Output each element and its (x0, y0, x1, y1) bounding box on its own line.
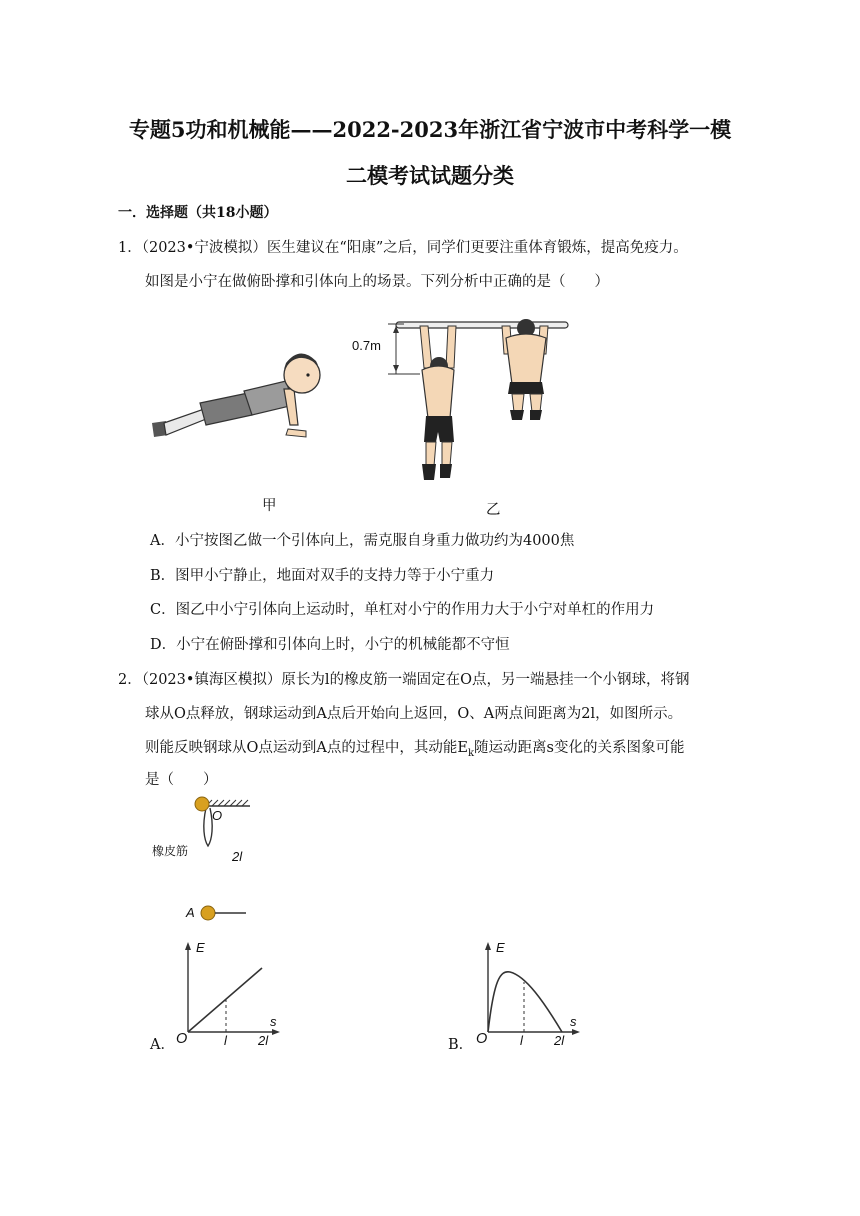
q1-option-d[interactable]: D．小宁在俯卧撑和引体向上时，小宁的机械能都不守恒 (150, 637, 510, 653)
graph-b-curve (488, 972, 562, 1032)
fig-label-yi: 乙 (486, 502, 501, 518)
graph-b-option-label[interactable]: B． (448, 1037, 474, 1053)
pushup-figure (148, 345, 338, 449)
q1-stem-line1: 1．（2023•宁波模拟）医生建议在“阳康”之后，同学们更要注重体育锻炼，提高免疫力。 (118, 240, 688, 256)
graph-b-y-label: E (496, 940, 505, 955)
document-title-line2: 二模考试试题分类 (346, 163, 514, 188)
graph-b-x-label: s (570, 1014, 577, 1029)
document-title-line1: 专题5功和机械能——2022-2023年浙江省宁波市中考科学一模 (128, 117, 732, 142)
section-heading: 一．选择题（共18小题） (118, 205, 278, 221)
fig-label-o: O (212, 808, 223, 823)
graph-a-x-label: s (270, 1014, 277, 1029)
graph-a-y-label: E (196, 940, 205, 955)
q2-stem-line4: 是（ ） (145, 772, 218, 788)
q2-stem-line3-sub: k (467, 747, 475, 759)
graph-b-origin: O (476, 1031, 488, 1047)
graph-a-curve (188, 968, 262, 1032)
q1-stem-line2: 如图是小宁在做俯卧撑和引体向上的场景。下列分析中正确的是（ ） (145, 274, 609, 290)
graph-a-option-label[interactable]: A． (150, 1037, 175, 1053)
graph-a-origin: O (176, 1031, 188, 1047)
graph-a-tick-2l: 2l (258, 1033, 269, 1048)
fig-label-2l: 2l (232, 849, 243, 864)
graph-b-tick-l: l (520, 1033, 523, 1048)
q2-stem-line1: 2．（2023•镇海区模拟）原长为l的橡皮筋一端固定在O点，另一端悬挂一个小钢球，将钢 (118, 672, 690, 688)
pullup-figure (350, 316, 575, 490)
graph-b-tick-2l: 2l (554, 1033, 565, 1048)
fig-label-jia: 甲 (262, 498, 277, 514)
graph-a-tick-l: l (224, 1033, 227, 1048)
q2-stem-line2: 球从O点释放，钢球运动到A点后开始向上返回，O、A两点间距离为2l，如图所示。 (145, 706, 683, 722)
rubber-band-figure (150, 792, 260, 936)
q2-stem-line3-b: 随运动距离s变化的关系图象可能 (474, 740, 685, 756)
q1-option-c[interactable]: C．图乙中小宁引体向上运动时，单杠对小宁的作用力大于小宁对单杠的作用力 (150, 602, 655, 618)
q1-option-a[interactable]: A．小宁按图乙做一个引体向上，需克服自身重力做功约为4000焦 (150, 533, 575, 549)
fig-height-label: 0.7m (352, 338, 381, 353)
q2-stem-line3-a: 则能反映钢球从O点运动到A点的过程中，其动能E (145, 740, 468, 756)
graph-b[interactable] (470, 940, 580, 1044)
q2-stem-line3 (145, 736, 684, 759)
q1-option-b[interactable]: B．图甲小宁静止，地面对双手的支持力等于小宁重力 (150, 568, 495, 584)
graph-a[interactable] (170, 940, 280, 1044)
fig-label-rubber-band: 橡皮筋 (152, 844, 189, 858)
fig-label-a: A (186, 905, 195, 920)
